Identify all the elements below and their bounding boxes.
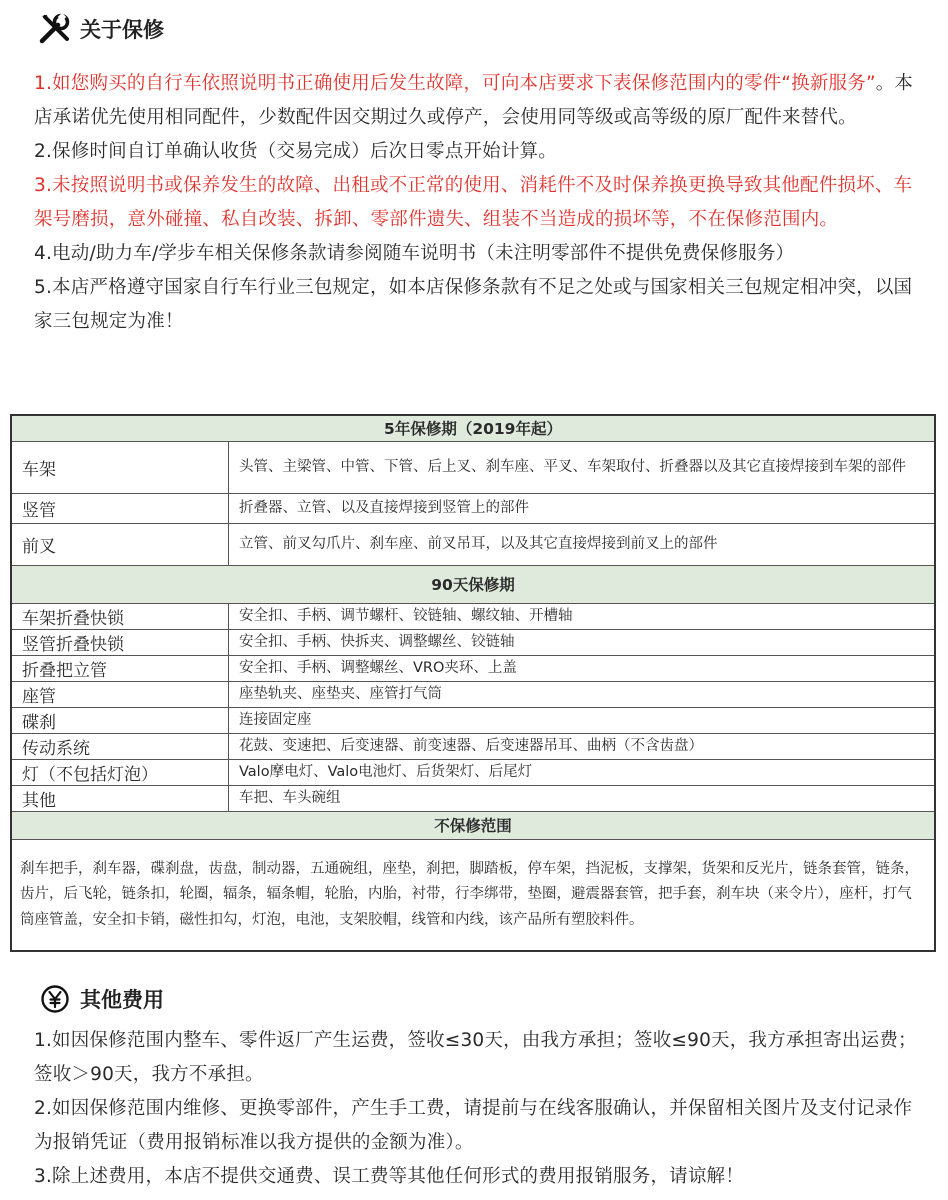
table-section-heading <box>11 811 935 839</box>
table-row <box>11 707 935 733</box>
row-parts: 折叠器、立管、以及直接焊接到竖管上的部件 <box>229 493 936 523</box>
wrench-screwdriver-icon <box>36 10 74 48</box>
table-row <box>11 785 935 811</box>
policy-item-5 <box>34 271 924 339</box>
row-parts: 花鼓、变速把、后变速器、前变速器、后变速器吊耳、曲柄（不含齿盘） <box>229 733 936 759</box>
policy-item-2-text: 2.保修时间自订单确认收货（交易完成）后次日零点开始计算。 <box>34 141 557 162</box>
policy-item-3-text: 3.未按照说明书或保养发生的故障、出租或不正常的使用、消耗件不及时保养换更换导致其他配件损坏、车架号磨损，意外碰撞、私自改装、拆卸、零部件遗失、组装不当造成的损坏等，不在保修范围内。 <box>34 175 913 230</box>
excluded-parts-list: 刹车把手，刹车器，碟刹盘，齿盘，制动器，五通碗组，座垫，刹把，脚踏板，停车架，挡泥板，支撑架，货架和反光片，链条套管，链条，齿片，后飞轮，链条扣，轮圈，辐条，辐条帽，轮胎，内胎，衬带，行李绑带，垫圈，避震器套管，把手套，刹车块（来令片），座杆，打气筒座管盖，安全扣卡销，磁性扣勾，灯泡，电池，支架胶帽，线管和内线，该产品所有塑胶料件。 <box>11 839 935 951</box>
fees-section-title: 其他费用 <box>80 988 164 1012</box>
fees-item-1: 1.如因保修范围内整车、零件返厂产生运费，签收≤30天，由我方承担；签收≤90天，我方承担寄出运费；签收＞90天，我方不承担。 <box>34 1030 917 1085</box>
yen-circle-icon <box>36 980 74 1018</box>
row-parts: 安全扣、手柄、调整螺丝、VRO夹环、上盖 <box>229 655 936 681</box>
row-category: 座管 <box>11 681 229 707</box>
row-category: 前叉 <box>11 523 229 565</box>
table-row <box>11 523 935 565</box>
table-row <box>11 681 935 707</box>
table-row <box>11 839 935 951</box>
row-category: 竖管 <box>11 493 229 523</box>
fees-section-heading <box>36 980 164 1018</box>
row-category: 传动系统 <box>11 733 229 759</box>
fees-text <box>34 1024 924 1194</box>
row-parts: 立管、前叉勾爪片、刹车座、前叉吊耳，以及其它直接焊接到前叉上的部件 <box>229 523 936 565</box>
row-category: 折叠把立管 <box>11 655 229 681</box>
table-section-heading <box>11 565 935 603</box>
five-year-heading: 5年保修期（2019年起） <box>11 415 935 441</box>
policy-item-4-text: 4.电动/助力车/学步车相关保修条款请参阅随车说明书（未注明零部件不提供免费保修服务） <box>34 243 795 264</box>
row-category: 车架 <box>11 441 229 493</box>
row-parts: 座垫轨夹、座垫夹、座管打气筒 <box>229 681 936 707</box>
table-row <box>11 603 935 629</box>
warranty-policy-text <box>34 67 924 339</box>
row-parts: 连接固定座 <box>229 707 936 733</box>
fees-item-3: 3.除上述费用，本店不提供交通费、误工费等其他任何形式的费用报销服务，请谅解！ <box>34 1166 744 1187</box>
row-parts: 安全扣、手柄、调节螺杆、铰链轴、螺纹轴、开槽轴 <box>229 603 936 629</box>
table-row <box>11 759 935 785</box>
row-category: 灯（不包括灯泡） <box>11 759 229 785</box>
row-parts: 安全扣、手柄、快拆夹、调整螺丝、铰链轴 <box>229 629 936 655</box>
excluded-heading: 不保修范围 <box>11 811 935 839</box>
policy-item-4 <box>34 237 924 271</box>
warranty-section-title: 关于保修 <box>80 18 164 42</box>
policy-item-1-rest: 。本店承诺优先使用相同配件，少数配件因交期过久或停产，会使用同等级或高等级的原厂配件来替代。 <box>34 73 914 128</box>
policy-item-2 <box>34 135 924 169</box>
policy-item-1 <box>34 67 924 135</box>
policy-item-5-text: 5.本店严格遵守国家自行车行业三包规定，如本店保修条款有不足之处或与国家相关三包规定相冲突，以国家三包规定为准！ <box>34 277 913 332</box>
row-category: 其他 <box>11 785 229 811</box>
row-parts: 头管、主梁管、中管、下管、后上叉、刹车座、平叉、车架取付、折叠器以及其它直接焊接到车架的部件 <box>229 441 936 493</box>
table-row <box>11 733 935 759</box>
row-parts: 车把、车头碗组 <box>229 785 936 811</box>
warranty-section-heading <box>36 10 164 48</box>
row-category: 车架折叠快锁 <box>11 603 229 629</box>
table-section-heading <box>11 415 935 441</box>
table-row <box>11 655 935 681</box>
row-category: 碟刹 <box>11 707 229 733</box>
policy-item-1-highlight: 1.如您购买的自行车依照说明书正确使用后发生故障，可向本店要求下表保修范围内的零件“换新服务” <box>34 73 876 94</box>
table-row <box>11 493 935 523</box>
ninety-day-heading: 90天保修期 <box>11 565 935 603</box>
row-category: 竖管折叠快锁 <box>11 629 229 655</box>
fees-item-2: 2.如因保修范围内维修、更换零部件，产生手工费，请提前与在线客服确认，并保留相关图片及支付记录作为报销凭证（费用报销标准以我方提供的金额为准）。 <box>34 1098 913 1153</box>
warranty-table <box>10 414 936 952</box>
table-row <box>11 629 935 655</box>
policy-item-3 <box>34 169 924 237</box>
row-parts: Valo摩电灯、Valo电池灯、后货架灯、后尾灯 <box>229 759 936 785</box>
table-row <box>11 441 935 493</box>
